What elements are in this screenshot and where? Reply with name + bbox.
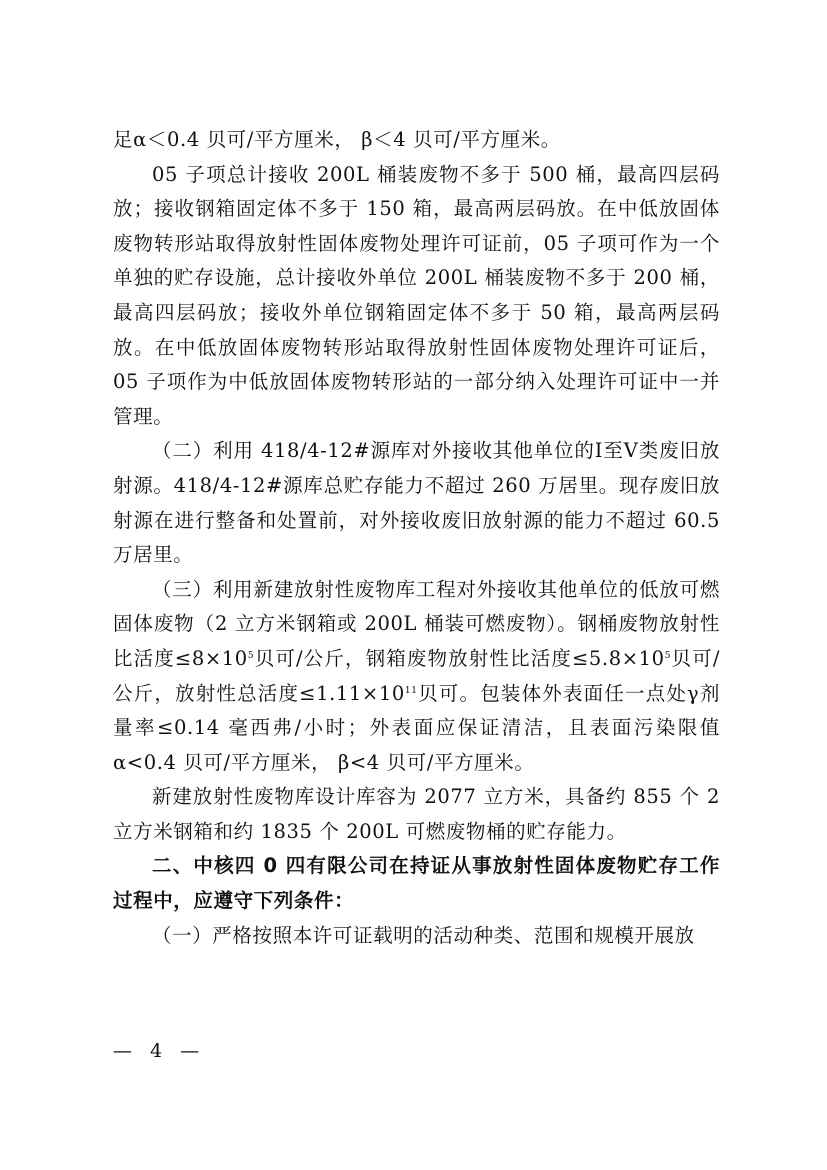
paragraph-capacity: 新建放射性废物库设计库容为 2077 立方米，具备约 855 个 2 立方米钢箱和约 1835 个 200L 可燃废物桶的贮存能力。	[113, 785, 720, 843]
exponent-2: 5	[664, 650, 672, 661]
item-3-text-1: （三）利用新建放射性废物库工程对外接收其他单位的低放可燃固体废物（2 立方米钢箱或 200L 桶装可燃废物）。钢桶废物放射性比活度≤8×10	[113, 577, 720, 670]
paragraph-continuation: 足α＜0.4 贝可/平方厘米， β＜4 贝可/平方厘米。	[113, 128, 561, 151]
item-3-text-2: 贝可/公斤，钢箱废物放射性比活度≤5.8×10	[254, 646, 665, 670]
section-heading-2: 二、中核四 0 四有限公司在持证从事放射性固体废物贮存工作过程中，应遵守下列条件：	[113, 854, 720, 913]
paragraph-item-3	[113, 573, 720, 781]
paragraph-item-2: （二）利用 418/4-12#源库对外接收其他单位的Ⅰ至Ⅴ类废旧放射源。418/4-12#源库总贮存能力不超过 260 万居里。现存废旧放射源在进行整备和处置前，对外接收废旧放射源的能力不超过 60.5 万居里。	[113, 439, 720, 567]
page-number: — 4 —	[113, 1040, 206, 1062]
paragraph-05-subitem: 05 子项总计接收 200L 桶装废物不多于 500 桶，最高四层码放；接收钢箱固定体不多于 150 箱，最高两层码放。在中低放固体废物转形站取得放射性固体废物处理许可证前，05 子项可作为一个单独的贮存设施，总计接收外单位 200L 桶装废物不多于 200 桶，最高四层码放；接收外单位钢箱固定体不多于 50 箱，最高两层码放。在中低放固体废物转形站取得放射性固体废物处理许可证后，05 子项作为中低放固体废物转形站的一部分纳入处理许可证中一并管理。	[113, 162, 720, 428]
exponent-3: 11	[404, 685, 418, 696]
document-body	[113, 123, 720, 953]
item-3-text-4: 贝可。包装体外表面任一点处γ剂量率≤0.14 毫西弗/小时；外表面应保证清洁，且表面污染限值α<0.4 贝可/平方厘米， β<4 贝可/平方厘米。	[113, 681, 721, 774]
exponent-1: 5	[247, 650, 255, 661]
paragraph-condition-1: （一）严格按照本许可证载明的活动种类、范围和规模开展放	[152, 923, 695, 947]
item-3-text-3: 贝可/公斤，放射性总活度≤1.11×10	[113, 646, 721, 705]
